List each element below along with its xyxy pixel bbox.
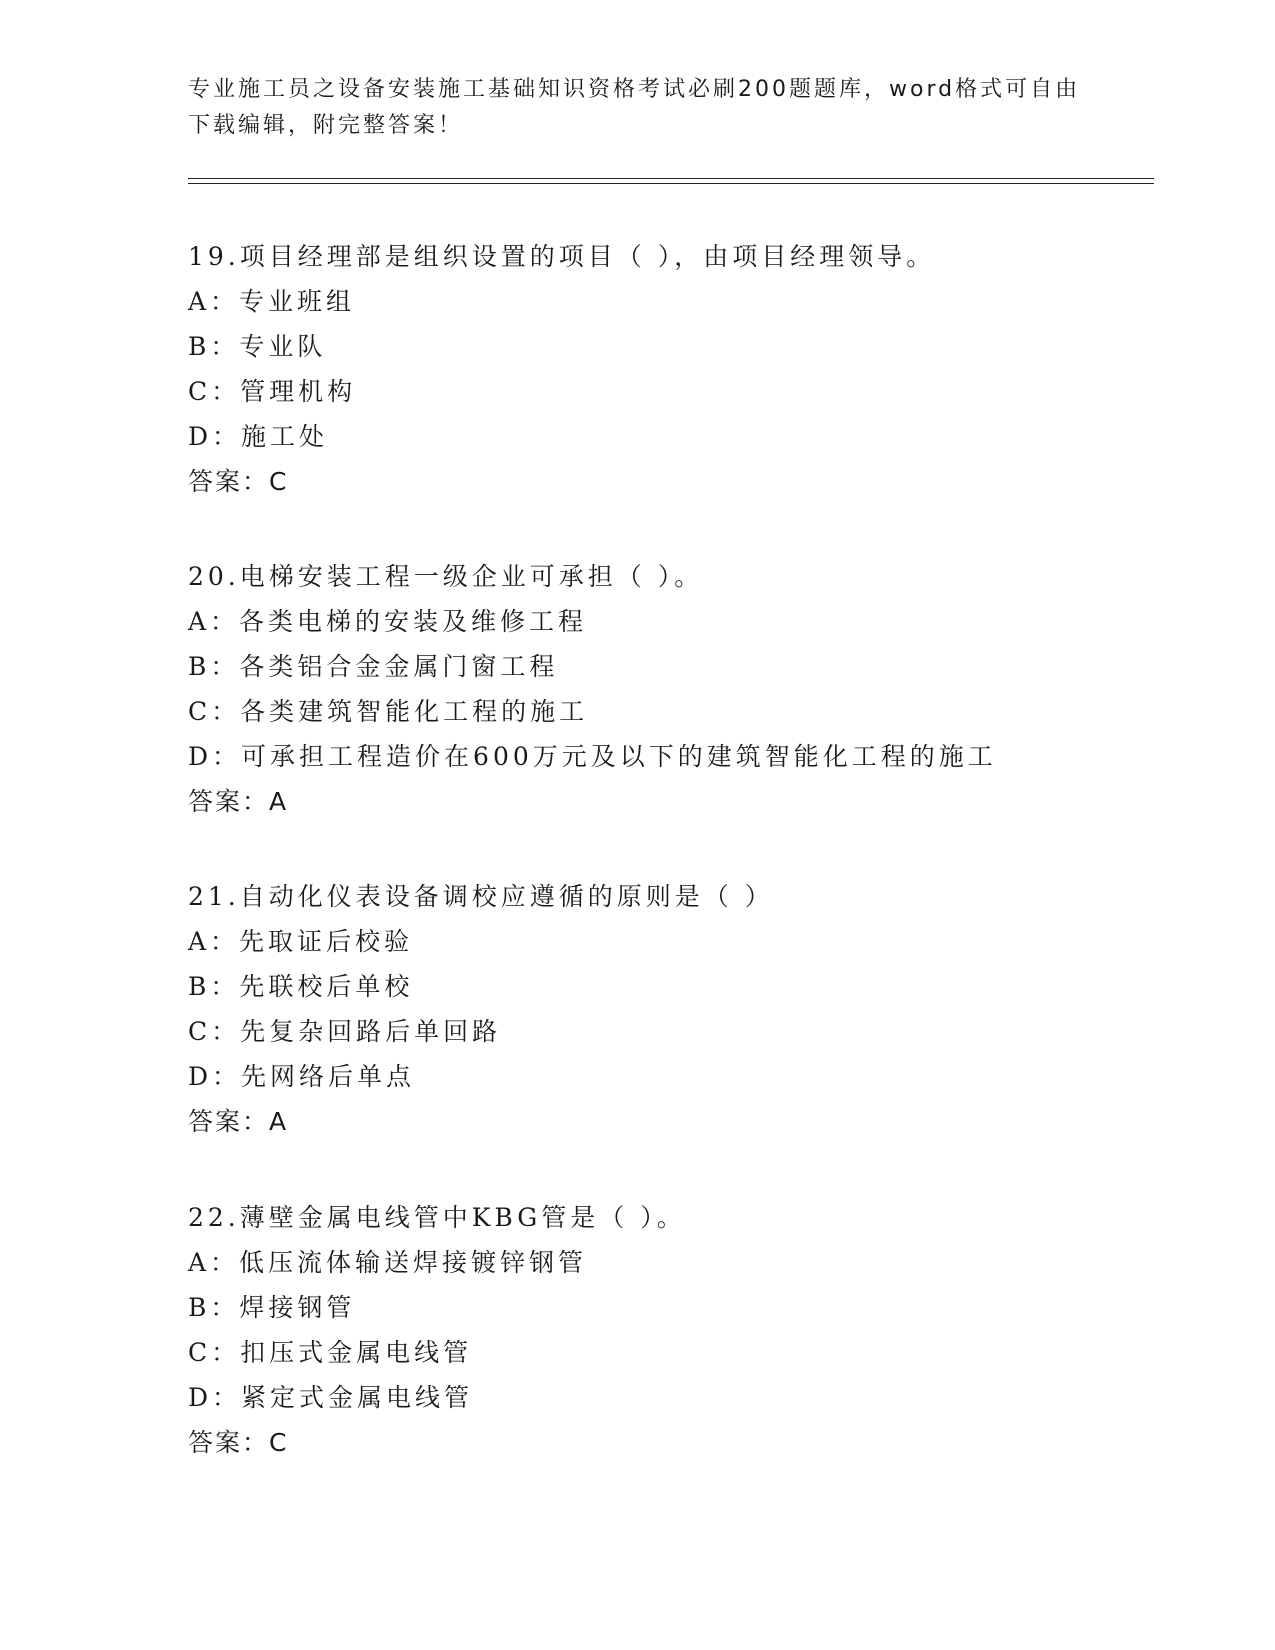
question-21: [188, 874, 1168, 1144]
option-a: A：各类电梯的安装及维修工程: [188, 607, 588, 636]
option-c: C：扣压式金属电线管: [188, 1338, 473, 1367]
option-a: A：专业班组: [188, 287, 356, 316]
answer: 答案：A: [188, 787, 289, 816]
option-b: B：专业队: [188, 332, 327, 361]
option-a: A：先取证后校验: [188, 927, 414, 956]
option-c: C：管理机构: [188, 377, 357, 406]
header-divider-top: [188, 178, 1154, 179]
document-header: [188, 72, 1088, 144]
question-22: [188, 1195, 1168, 1465]
option-d: D：可承担工程造价在600万元及以下的建筑智能化工程的施工: [188, 742, 997, 771]
question-20: [188, 554, 1168, 824]
answer: 答案：C: [188, 467, 289, 496]
option-b: B：各类铝合金金属门窗工程: [188, 652, 559, 681]
option-b: B：焊接钢管: [188, 1293, 356, 1322]
option-b: B：先联校后单校: [188, 972, 414, 1001]
header-divider-bottom: [188, 183, 1154, 184]
option-d: D：先网络后单点: [188, 1062, 416, 1091]
question-stem: 22.薄壁金属电线管中KBG管是（ ）。: [188, 1203, 686, 1232]
option-d: D：紧定式金属电线管: [188, 1383, 474, 1412]
question-stem: 19.项目经理部是组织设置的项目（ ），由项目经理领导。: [188, 242, 936, 271]
question-stem: 20.电梯安装工程一级企业可承担（ ）。: [188, 562, 704, 591]
question-19: [188, 234, 1168, 504]
option-a: A：低压流体输送焊接镀锌钢管: [188, 1248, 588, 1277]
header-line-2: 下载编辑，附完整答案！: [188, 113, 464, 138]
header-line-1: 专业施工员之设备安装施工基础知识资格考试必刷200题题库，word格式可自由: [188, 77, 1081, 102]
question-stem: 21.自动化仪表设备调校应遵循的原则是（ ）: [188, 882, 774, 911]
option-c: C：各类建筑智能化工程的施工: [188, 697, 589, 726]
option-d: D：施工处: [188, 422, 329, 451]
option-c: C：先复杂回路后单回路: [188, 1017, 502, 1046]
answer: 答案：A: [188, 1107, 289, 1136]
answer: 答案：C: [188, 1428, 289, 1457]
